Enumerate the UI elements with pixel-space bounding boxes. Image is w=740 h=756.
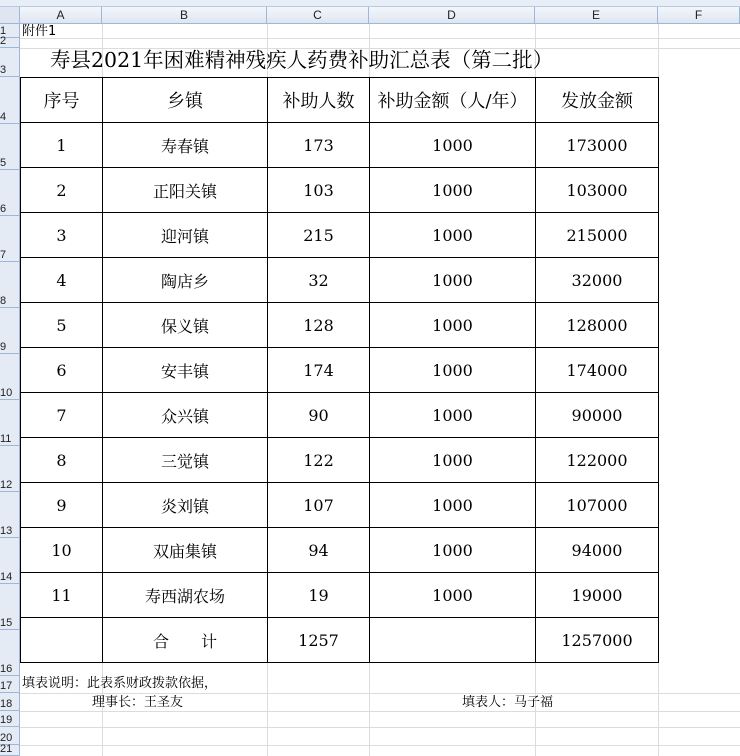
cell[interactable]: [370, 618, 536, 663]
table-row: [21, 303, 659, 348]
cell[interactable]: 1000: [370, 438, 536, 483]
cell[interactable]: 122: [268, 438, 370, 483]
table-row: [21, 123, 659, 168]
table-row: [21, 168, 659, 213]
cell[interactable]: 5: [21, 303, 103, 348]
row-header[interactable]: 11: [0, 400, 20, 446]
cell[interactable]: 10: [21, 528, 103, 573]
gridline: [20, 745, 740, 746]
total-row: [21, 618, 659, 663]
cell[interactable]: 94: [268, 528, 370, 573]
table-header-row: [21, 78, 659, 123]
row-header[interactable]: 20: [0, 727, 20, 745]
cell[interactable]: 1000: [370, 123, 536, 168]
cell[interactable]: 迎河镇: [103, 213, 268, 258]
cell[interactable]: 215000: [536, 213, 659, 258]
row-header[interactable]: 6: [0, 170, 20, 216]
total-count[interactable]: 1257: [268, 618, 370, 663]
select-all-corner[interactable]: [0, 7, 20, 24]
header-cell[interactable]: 补助人数: [268, 78, 370, 123]
total-label[interactable]: 合 计: [103, 618, 268, 663]
column-header-d[interactable]: D: [369, 7, 535, 24]
column-header-b[interactable]: B: [102, 7, 267, 24]
cell[interactable]: 寿春镇: [103, 123, 268, 168]
cell[interactable]: 32000: [536, 258, 659, 303]
cell[interactable]: 1000: [370, 348, 536, 393]
row-header[interactable]: 16: [0, 630, 20, 676]
toolbar-strip: [0, 0, 740, 7]
header-cell[interactable]: 补助金额（人/年）: [370, 78, 536, 123]
cell[interactable]: 174: [268, 348, 370, 393]
row-header[interactable]: 14: [0, 538, 20, 584]
cell[interactable]: 19: [268, 573, 370, 618]
row-header[interactable]: 13: [0, 492, 20, 538]
cell[interactable]: 128: [268, 303, 370, 348]
cell[interactable]: 173000: [536, 123, 659, 168]
cell[interactable]: 173: [268, 123, 370, 168]
cell[interactable]: 103000: [536, 168, 659, 213]
cell[interactable]: 122000: [536, 438, 659, 483]
cell[interactable]: 107000: [536, 483, 659, 528]
cell[interactable]: [21, 618, 103, 663]
cell[interactable]: 215: [268, 213, 370, 258]
row-header[interactable]: 1: [0, 24, 20, 38]
cell[interactable]: 9: [21, 483, 103, 528]
row-header[interactable]: 4: [0, 77, 20, 124]
cell[interactable]: 1000: [370, 213, 536, 258]
row-header[interactable]: 3: [0, 48, 20, 77]
row-header[interactable]: 9: [0, 308, 20, 354]
row-header[interactable]: 5: [0, 124, 20, 170]
total-amount[interactable]: 1257000: [536, 618, 659, 663]
cell[interactable]: 1000: [370, 393, 536, 438]
cell[interactable]: 107: [268, 483, 370, 528]
cell[interactable]: 1: [21, 123, 103, 168]
cell[interactable]: 1000: [370, 303, 536, 348]
attachment-label[interactable]: 附件1: [22, 24, 57, 39]
cell[interactable]: 三觉镇: [103, 438, 268, 483]
page-title[interactable]: 寿县2021年困难精神残疾人药费补助汇总表（第二批）: [50, 48, 554, 72]
cell[interactable]: 保义镇: [103, 303, 268, 348]
gridline: [20, 38, 740, 39]
cell[interactable]: 11: [21, 573, 103, 618]
cell[interactable]: 3: [21, 213, 103, 258]
cell[interactable]: 8: [21, 438, 103, 483]
table-row: [21, 483, 659, 528]
cell[interactable]: 1000: [370, 483, 536, 528]
column-header-a[interactable]: A: [20, 7, 102, 24]
fill-instructions[interactable]: 填表说明：此表系财政拨款依据，: [22, 676, 218, 691]
cell[interactable]: 双庙集镇: [103, 528, 268, 573]
gridline: [20, 693, 740, 694]
cell[interactable]: 103: [268, 168, 370, 213]
column-header-c[interactable]: C: [267, 7, 369, 24]
cell[interactable]: 陶店乡: [103, 258, 268, 303]
row-header[interactable]: 18: [0, 693, 20, 711]
row-header[interactable]: 21: [0, 745, 20, 756]
cell[interactable]: 安丰镇: [103, 348, 268, 393]
table-row: [21, 528, 659, 573]
row-header[interactable]: 2: [0, 38, 20, 48]
cell[interactable]: 众兴镇: [103, 393, 268, 438]
table-row: [21, 258, 659, 303]
column-header-f[interactable]: F: [658, 7, 740, 24]
cell[interactable]: 7: [21, 393, 103, 438]
row-header[interactable]: 7: [0, 216, 20, 262]
cell[interactable]: 炎刘镇: [103, 483, 268, 528]
table-row: [21, 393, 659, 438]
cell[interactable]: 寿西湖农场: [103, 573, 268, 618]
row-header[interactable]: 17: [0, 676, 20, 693]
chairman-signature[interactable]: 理事长：王圣友: [92, 695, 184, 710]
row-header[interactable]: 19: [0, 711, 20, 727]
cell[interactable]: 1000: [370, 258, 536, 303]
row-header[interactable]: 8: [0, 262, 20, 308]
cell[interactable]: 1000: [370, 168, 536, 213]
header-cell[interactable]: 序号: [21, 78, 103, 123]
row-header[interactable]: 15: [0, 584, 20, 630]
cell[interactable]: 32: [268, 258, 370, 303]
cell[interactable]: 90000: [536, 393, 659, 438]
table-row: [21, 213, 659, 258]
cell[interactable]: 正阳关镇: [103, 168, 268, 213]
column-header-e[interactable]: E: [535, 7, 658, 24]
row-header[interactable]: 12: [0, 446, 20, 492]
subsidy-table: [20, 77, 659, 663]
header-cell[interactable]: 乡镇: [103, 78, 268, 123]
cell[interactable]: 1000: [370, 528, 536, 573]
row-header[interactable]: 10: [0, 354, 20, 400]
gridline: [20, 711, 740, 712]
header-cell[interactable]: 发放金额: [536, 78, 659, 123]
table-row: [21, 348, 659, 393]
table-row: [21, 438, 659, 483]
cell[interactable]: 1000: [370, 573, 536, 618]
gridline: [20, 727, 740, 728]
cell[interactable]: 174000: [536, 348, 659, 393]
cell[interactable]: 90: [268, 393, 370, 438]
table-row: [21, 573, 659, 618]
cell[interactable]: 94000: [536, 528, 659, 573]
cell[interactable]: 6: [21, 348, 103, 393]
cell[interactable]: 4: [21, 258, 103, 303]
cell[interactable]: 2: [21, 168, 103, 213]
cell[interactable]: 128000: [536, 303, 659, 348]
cell[interactable]: 19000: [536, 573, 659, 618]
preparer-signature[interactable]: 填表人：马子福: [462, 695, 554, 710]
